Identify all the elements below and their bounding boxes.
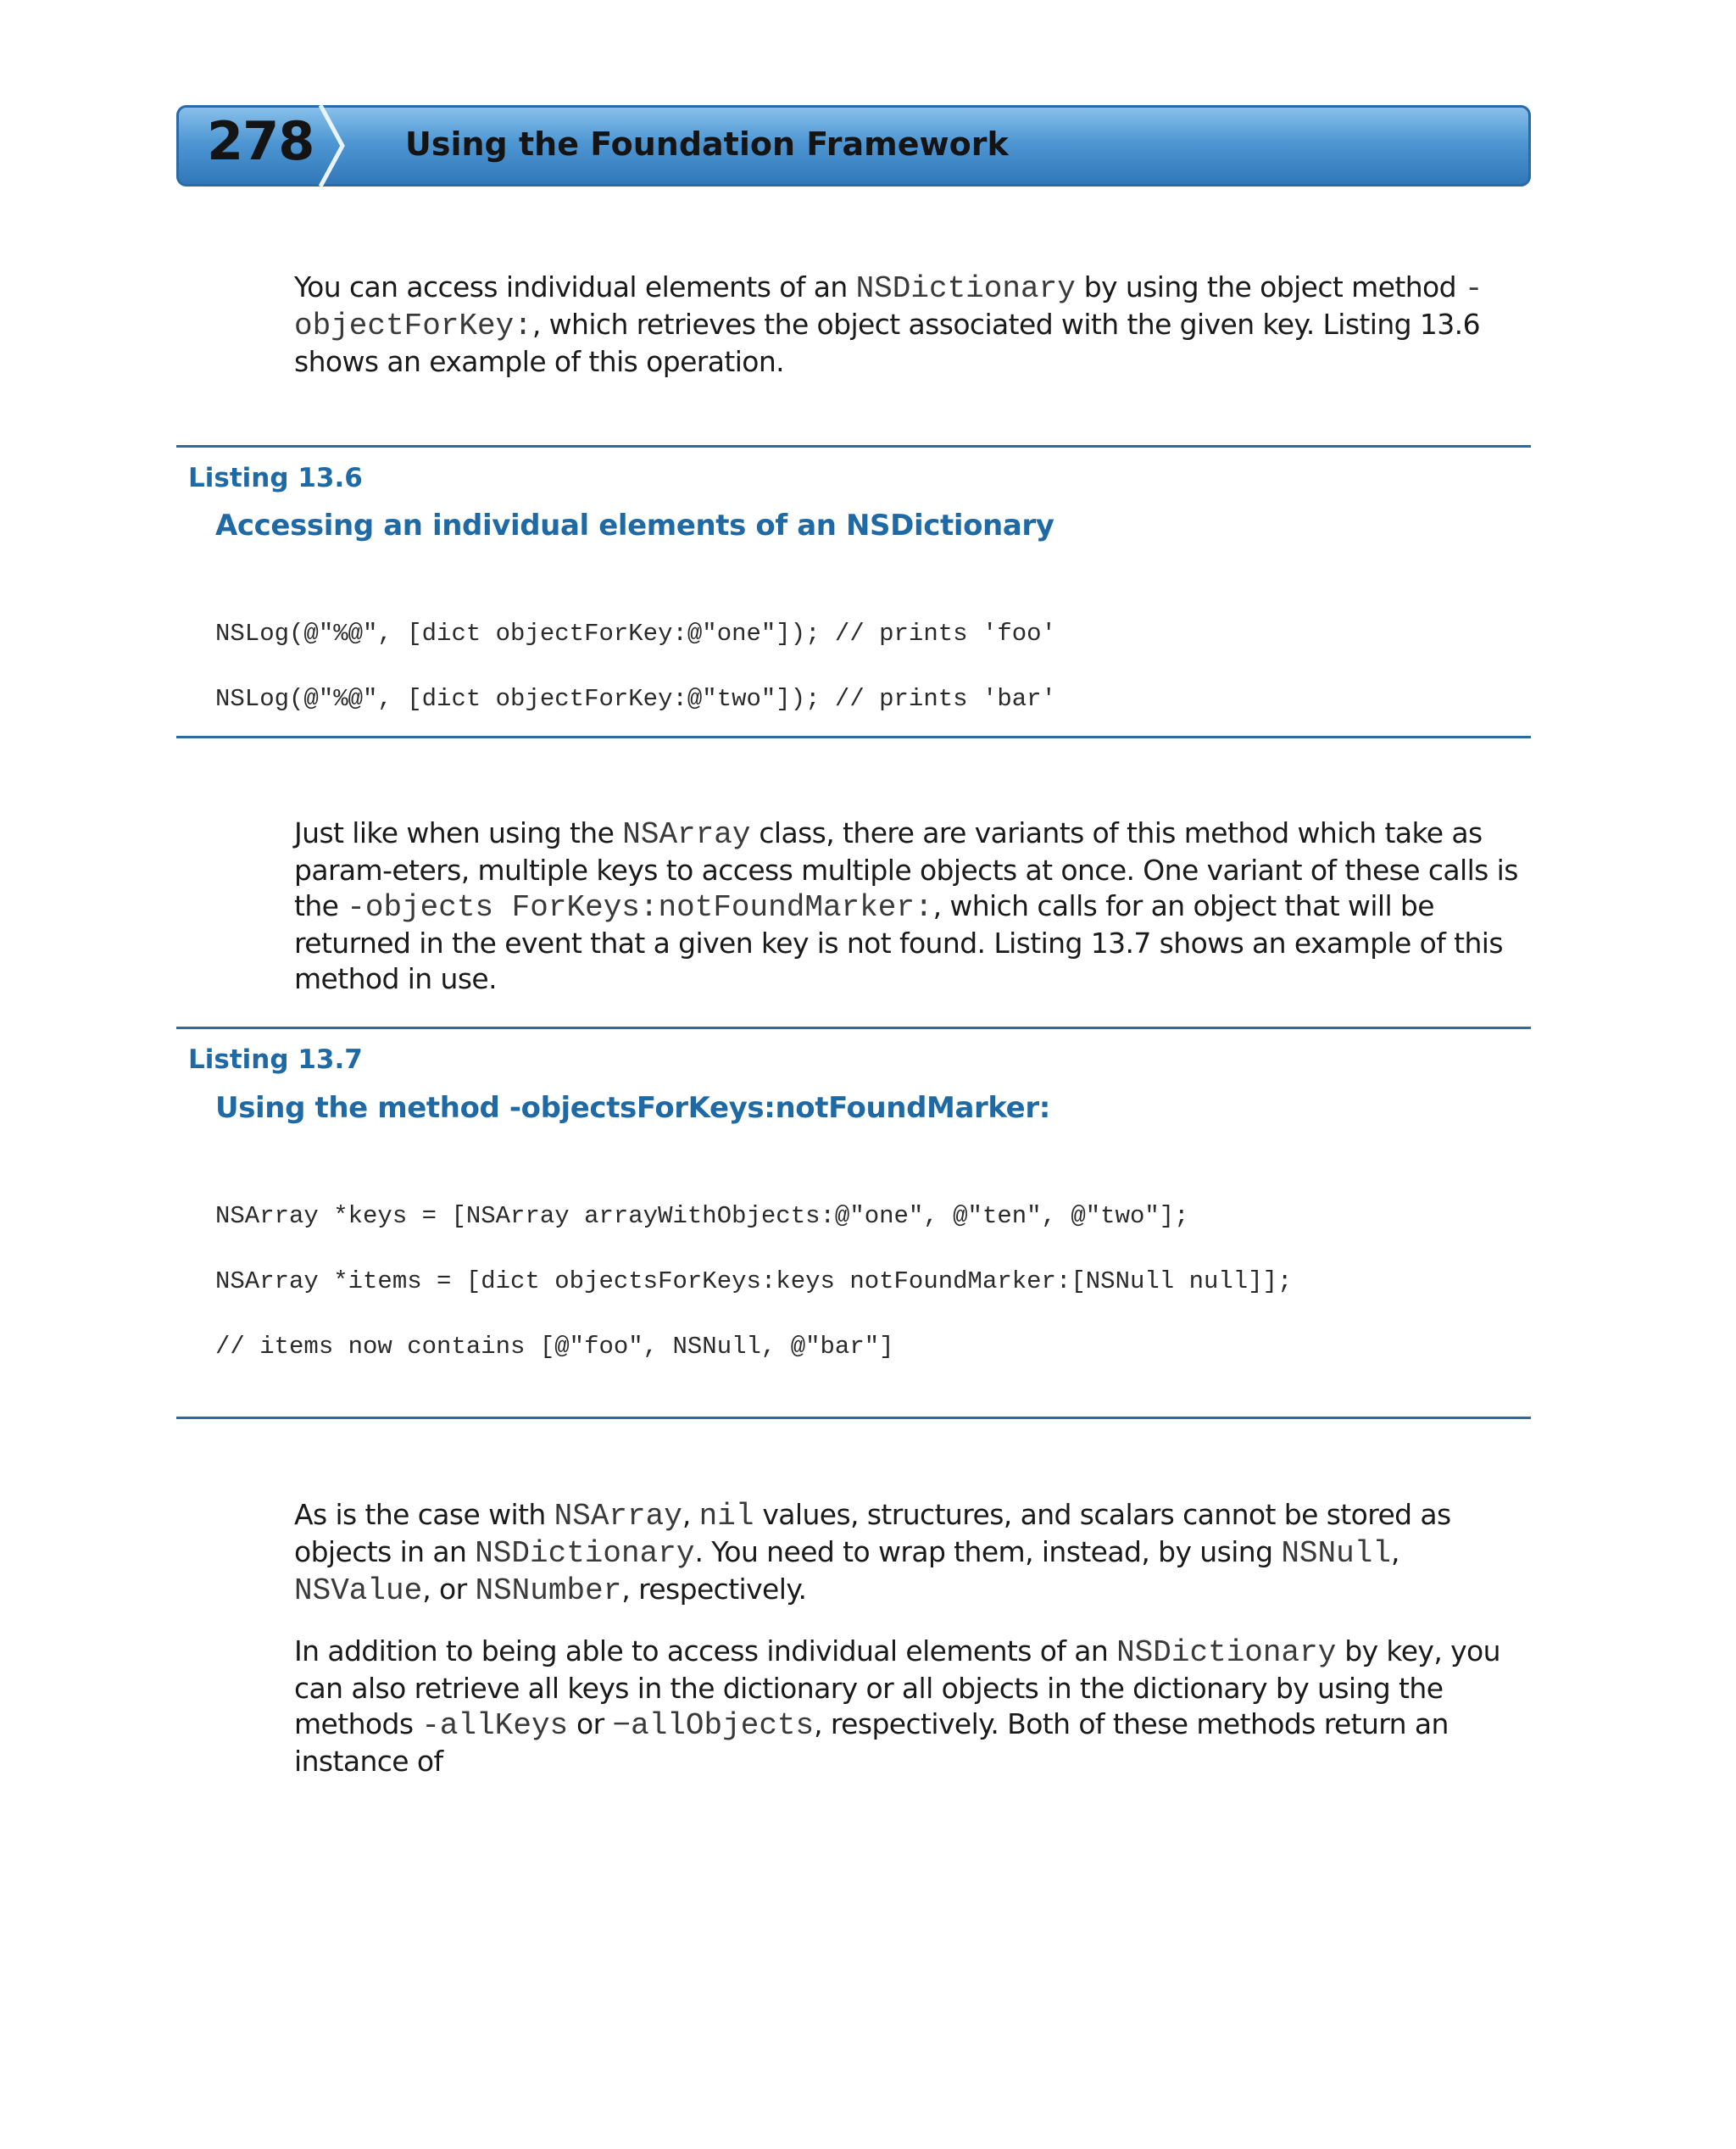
paragraph-all-keys: In addition to being able to access individual elements of an NSDictionary by key, you can also retrieve all keys in the dictionary or all objects in the dictionary by using the methods -allKeys or −allObjects, respectively. Both of these methods return an instance of	[294, 1634, 1500, 1778]
listing-title: Using the method -objectsForKeys:notFoundMarker:	[215, 1091, 1050, 1125]
code-line: NSLog(@"%@", [dict objectForKey:@"one"]); // prints 'foo'	[215, 620, 1056, 648]
code-line: NSArray *keys = [NSArray arrayWithObjects:@"one", @"ten", @"two"];	[215, 1202, 1189, 1230]
code-line: // items now contains [@"foo", NSNull, @"bar"]	[215, 1333, 894, 1361]
page-number: 278	[207, 110, 314, 172]
chapter-title: Using the Foundation Framework	[405, 125, 1009, 163]
listing-top-rule	[176, 445, 1531, 448]
paragraph-object-for-key: You can access individual elements of an NSDictionary by using the object method -objectForKey:, which retrieves the object associated with the given key. Listing 13.6 shows an example of this operation.	[294, 270, 1483, 378]
listing-title: Accessing an individual elements of an NSDictionary	[215, 509, 1054, 543]
listing-bottom-rule	[176, 1417, 1531, 1419]
code-line: NSLog(@"%@", [dict objectForKey:@"two"]); // prints 'bar'	[215, 685, 1056, 713]
chapter-header-banner	[176, 105, 1531, 187]
code-line: NSArray *items = [dict objectsForKeys:keys notFoundMarker:[NSNull null]];	[215, 1267, 1293, 1295]
listing-label: Listing 13.6	[188, 463, 363, 493]
paragraph-nil-values: As is the case with NSArray, nil values, structures, and scalars cannot be stored as objects in an NSDictionary. You need to wrap them, instead, by using NSNull, NSValue, or NSNumber, respectively.	[294, 1498, 1451, 1608]
listing-bottom-rule	[176, 736, 1531, 738]
paragraph-nsarray-variants: Just like when using the NSArray class, there are variants of this method which take as param-eters, multiple keys to access multiple objects at once. One variant of these calls is the -objects ForKeys:notFoundMarker:, which calls for an object that will be returned in the event that a given key is not found. Listing 13.7 shows an example of this method in use.	[294, 816, 1518, 995]
listing-label: Listing 13.7	[188, 1044, 363, 1075]
listing-top-rule	[176, 1027, 1531, 1029]
